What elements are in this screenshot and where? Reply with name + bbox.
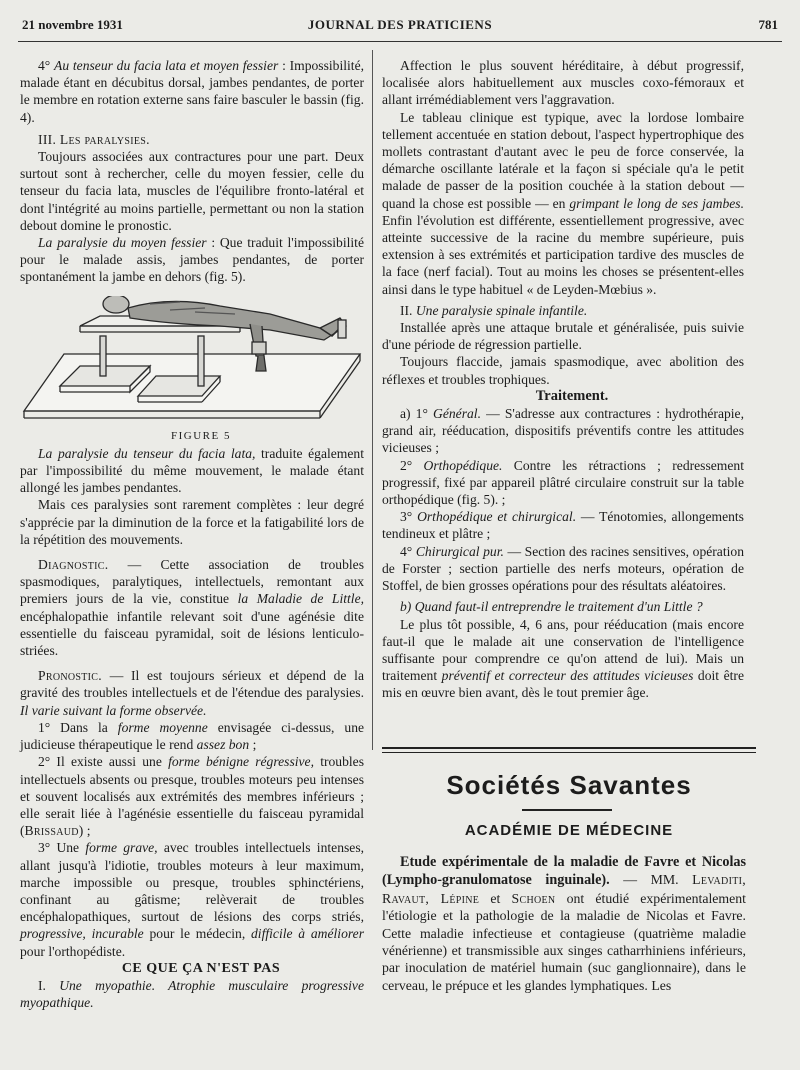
paragraph: 1° Dans la forme moyenne envisagée ci-dessus, une judicieuse thérapeutique le rend assez bon ; [20, 719, 365, 753]
societes-savantes-title: Sociétés Savantes [446, 770, 692, 800]
paragraph: a) 1° Général. — S'adresse aux contractures : hydrothérapie, grand air, rééducation, dispositifs préventifs contre les attitudes vicieuses ; [382, 406, 744, 456]
left-column [20, 57, 364, 1011]
paragraph: Toujours flaccide, jamais spasmodique, avec abolition des réflexes et troubles trophiques. [382, 354, 744, 387]
paragraph: Etude expérimentale de la maladie de Favre et Nicolas (Lympho-granulomatose inguinale). — MM. Levaditi, Ravaut, Lépine et Schoen ont étudié expérimentalement l'étiologie et la pathologie de la maladie de Nicolas et Favre. Cette maladie infectieuse et contagieuse (quatrième maladie vénérienne) et transmissible aux singes catharrhiniens inférieurs, par inoculation de matériel humain (suc ganglionnaire), dans le cerveau, le prépuce et les glandes lymphatiques. Les [382, 854, 747, 993]
section-rule-thick [382, 747, 756, 749]
header-date: 21 novembre 1931 [22, 17, 123, 32]
paragraph: 3° Une forme grave, avec troubles intellectuels intenses, allant jusqu'à l'idiotie, troubles moteurs à leur maximum, marche impossible ou presque, troubles sphinctériens, confinant au gâtisme; relèverait de troubles encéphalopathiques, surtout de lésions des corps striés, progressive, incurable pour le médecin, difficile à améliorer pour l'orthopédiste. [20, 840, 365, 959]
paragraph: Le tableau clinique est typique, avec la lordose lombaire tellement accentuée en station debout, l'aspect hypertrophique des mollets contrastant d'autant avec le peu de force conservée, la démarche oscillante latérale et la façon si spéciale qu'a le petit malade de passer de la position couchée à la station debout — quand la chose est possible — en grimpant le long de ses jambes. Enfin l'évolution est différente, essentiellement progressive, avec atteinte successive de la racine du membre supérieure, puis extension à ses extrémités et participation tardive des muscles de la face (nerf facial). Tout au moins les choses se présentent-elles ainsi dans le type habituel « de Leyden-Mœbius ». [382, 109, 744, 297]
paragraph: b) Quand faut-il entreprendre le traitement d'un Little ? [400, 599, 703, 615]
paragraph: 2° Orthopédique. Contre les rétractions ; redressement progressif, fixé par appareil plâtré circulaire construit sur la table orthopédique (fig. 5). ; [382, 457, 744, 508]
paragraph: Mais ces paralysies sont rarement complètes : leur degré s'apprécie par la diminution de la force et la fatigabilité lors de la répétition des mouvements. [20, 497, 364, 547]
paragraph: 3° Orthopédique et chirurgical. — Ténotomies, allongements tendineux et plâtre ; [382, 509, 744, 542]
paragraph: Affection le plus souvent héréditaire, à début progressif, localisée alors habituellement aux muscles coxo-fémoraux et allant irrémédiablement vers l'aggravation. [382, 58, 744, 108]
figure-5-illustration [20, 296, 364, 426]
academie-heading: ACADÉMIE DE MÉDECINE [464, 822, 674, 839]
journal-title: JOURNAL DES PRATICIENS [307, 17, 493, 32]
page-number: 781 [758, 17, 778, 32]
title-underline [522, 809, 612, 811]
section-heading: CE QUE ÇA N'EST PAS [121, 960, 281, 976]
paragraph: 4° Au tenseur du facia lata et moyen fessier : Impossibilité, malade étant en décubitus dorsal, jambes pendantes, de porter le membre en rotation externe sans faire basculer le bassin (fig. 4). [20, 58, 365, 125]
paragraph-diagnostic: Diagnostic. — Cette association de troubles spasmodiques, paralytiques, intellectuels, remontant aux premiers jours de la vie, constitue la Maladie de Little, encéphalopathie infantile relevant soit d'une agénésie dite essentielle du faisceau pyramidal, soit de lésions lenticulo-striées. [20, 557, 364, 659]
paragraph: I. Une myopathie. Atrophie musculaire progressive myopathique. [20, 977, 364, 1011]
header-rule [18, 41, 782, 42]
paragraph: La paralysie du moyen fessier : Que traduit l'impossibilité pour le malade assis, jambes pendantes, de porter spontanément la jambe en dehors (fig. 5). [20, 235, 364, 285]
orthopedic-table-drawing [20, 296, 364, 426]
subheading-paralysies: III. Les paralysies. [38, 131, 150, 147]
page-header [22, 17, 778, 37]
section-rule-thin [382, 752, 756, 753]
paragraph: II. Une paralysie spinale infantile. [400, 302, 588, 318]
right-column [382, 57, 744, 702]
paragraph: 4° Chirurgical pur. — Section des racines sensitives, opération de Forster ; section partielle des nerfs moteurs, opération de Stoffel, de bien grosses opérations pour des résultats aléatoires. [382, 543, 744, 594]
paragraph: Le plus tôt possible, 4, 6 ans, pour rééducation (mais encore faut-il que le malade ait une conservation de l'intelligence suffisante pour comprendre ce qu'on attend de lui). Mais un traitement préventif et correcteur des attitudes vicieuses doit être mis en œuvre bien avant, dès le tout premier âge. [382, 616, 744, 701]
column-divider [372, 50, 373, 750]
paragraph-pronostic: Pronostic. — Il est toujours sérieux et dépend de la gravité des troubles intellectuels et de l'étendue des paralysies. Il varie suivant la forme observée. [20, 668, 364, 718]
paragraph: Toujours associées aux contractures pour une part. Deux surtout sont à rechercher, celle du moyen fessier, celle du tenseur du facia lata, muscles de l'équilibre fronto-latéral et dont l'intégrité au moins partielle, permettant ou non la station debout domine le pronostic. [20, 149, 364, 233]
treatment-heading: Traitement. [535, 387, 609, 404]
figure-caption: FIGURE 5 [171, 429, 231, 442]
paragraph: La paralysie du tenseur du facia lata, traduite également par l'impossibilité du même mouvement, le malade étant allongé les jambes pendantes. [20, 445, 364, 496]
paragraph: 2° Il existe aussi une forme bénigne régressive, troubles intellectuels absents ou presque, troubles moteurs peu intenses et souvent localisés aux extrémités des membres inférieurs ; elle serait liée à l'agénésie essentielle du faisceau pyramidal (Brissaud) ; [20, 754, 364, 839]
paragraph: Installée après une attaque brutale et généralisée, puis suivie d'une période de régression partielle. [382, 320, 744, 353]
societes-article [382, 853, 746, 994]
